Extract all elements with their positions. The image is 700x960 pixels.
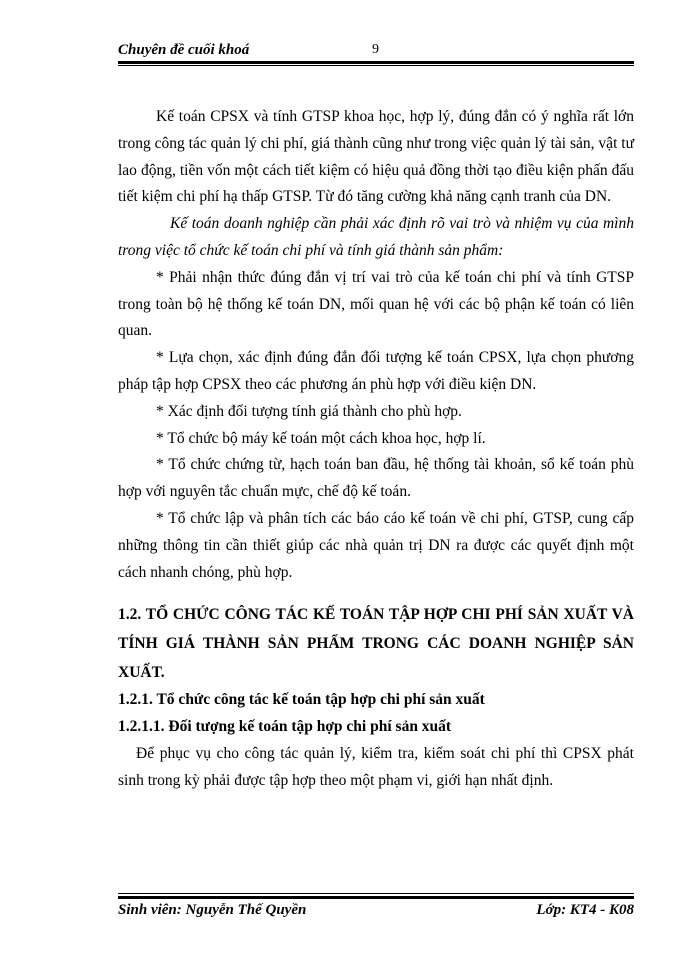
- subsection-heading: 1.2.1. Tổ chức công tác kế toán tập hợp chi phí sản xuất: [118, 691, 485, 709]
- header-rule-thin: [118, 65, 634, 66]
- bullet-paragraph: * Tổ chức bộ máy kế toán một cách khoa học, hợp lí.: [156, 429, 486, 447]
- footer-student: Sinh viên: Nguyễn Thế Quyền: [118, 902, 307, 918]
- page-footer: [118, 898, 634, 922]
- paragraph: Để phục vụ cho công tác quản lý, kiểm tra, kiểm soát chi phí thì CPSX phát sinh trong kỳ phải được tập hợp theo một phạm vi, giới hạn nhất định.: [118, 744, 634, 789]
- paragraph-italic: Kế toán doanh nghiệp cần phải xác định rõ vai trò và nhiệm vụ của mình trong việc tổ chức kế toán chi phí và tính giá thành sản phẩm:: [118, 215, 634, 259]
- bullet-paragraph: * Lựa chọn, xác định đúng đắn đối tượng kế toán CPSX, lựa chọn phương pháp tập hợp CPSX theo các phương án phù hợp với điều kiện DN.: [118, 349, 634, 393]
- bullet-paragraph: * Tổ chức lập và phân tích các báo cáo kế toán về chi phí, GTSP, cung cấp những thông tin cần thiết giúp các nhà quản trị DN ra được các quyết định một cách nhanh chóng, phù hợp.: [118, 509, 634, 581]
- footer-class: Lớp: KT4 - K08: [536, 902, 634, 918]
- page-number: 9: [372, 42, 379, 57]
- bullet-paragraph: * Phải nhận thức đúng đắn vị trí vai trò của kế toán chi phí và tính GTSP trong toàn bộ hệ thống kế toán DN, mối quan hệ với các bộ phận kế toán có liên quan.: [118, 268, 634, 340]
- bullet-paragraph: * Tổ chức chứng từ, hạch toán ban đầu, hệ thống tài khoản, sổ kế toán phù hợp với nguyên tắc chuẩn mực, chế độ kế toán.: [118, 456, 634, 501]
- paragraph: Kế toán CPSX và tính GTSP khoa học, hợp lý, đúng đắn có ý nghĩa rất lớn trong công tác quản lý chi phí, giá thành cũng như trong việc quản lý tài sản, vật tư lao động, tiền vốn một cách tiết kiệm có hiệu quả đồng thời tạo điều kiện phấn đấu tiết kiệm chi phí hạ thấp GTSP. Từ đó tăng cường khả năng cạnh tranh của DN.: [118, 108, 634, 206]
- header-title: Chuyên đề cuối khoá: [118, 42, 250, 58]
- bullet-paragraph: * Xác định đối tượng tính giá thành cho phù hợp.: [156, 402, 462, 420]
- document-body: [118, 104, 634, 795]
- footer-rule-thin: [118, 893, 634, 894]
- page-header: [118, 40, 634, 62]
- subsubsection-heading: 1.2.1.1. Đối tượng kế toán tập hợp chi phí sản xuất: [118, 718, 452, 736]
- header-rule-thick: [118, 61, 634, 64]
- section-heading: 1.2. TỔ CHỨC CÔNG TÁC KẾ TOÁN TẬP HỢP CHI PHÍ SẢN XUẤT VÀ TÍNH GIÁ THÀNH SẢN PHẨM TRONG CÁC DOANH NGHIỆP SẢN XUẤT.: [118, 606, 634, 682]
